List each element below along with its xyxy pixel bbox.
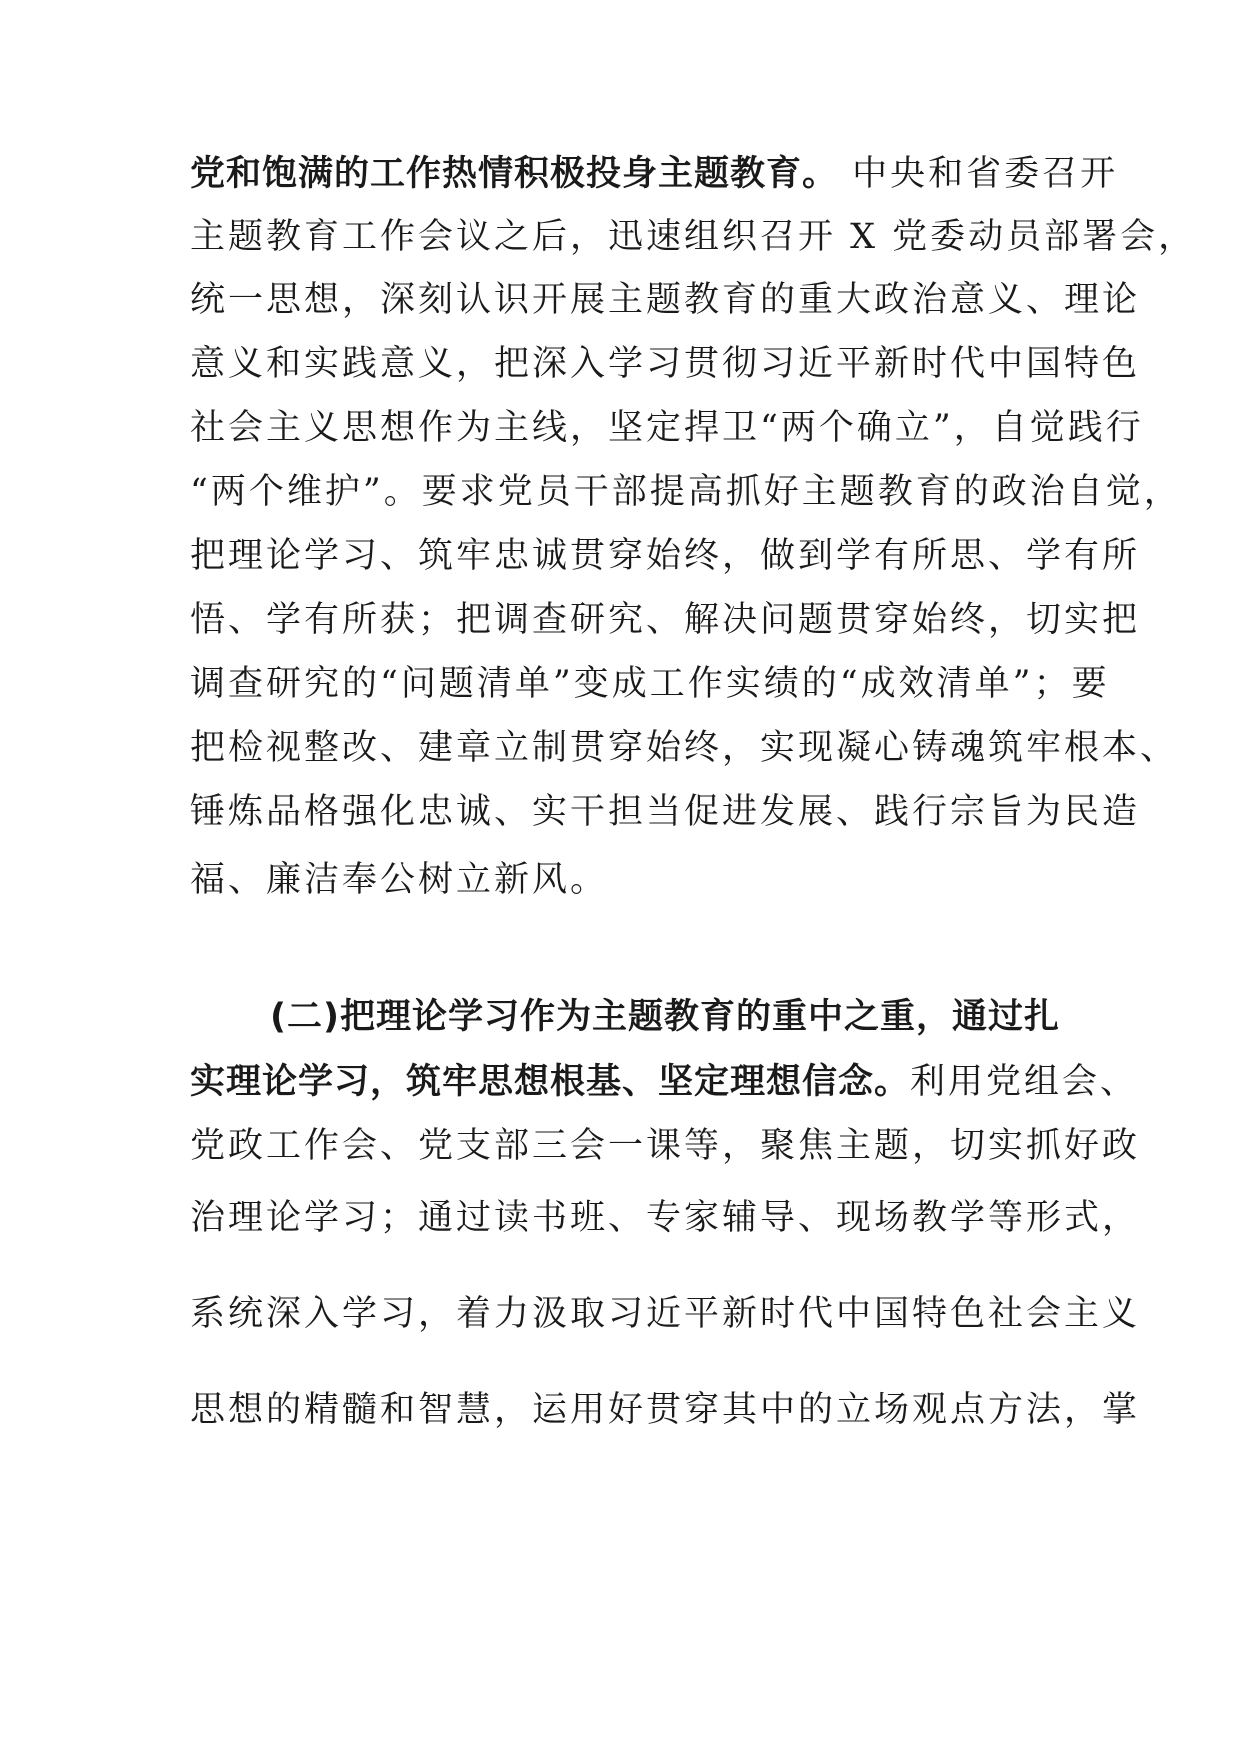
p1-line-1-rest: 中央和省委召开: [838, 154, 1119, 194]
p1-line-1: [190, 152, 1119, 196]
p2-heading-line-1: (二)把理论学习作为主题教育的重中之重，通过扎: [270, 997, 1060, 1037]
p2-line-6: 思想的精髓和智慧，运用好贯穿其中的立场观点方法，掌: [190, 1390, 1141, 1430]
p1-bold-lead: 党和饱满的工作热情积极投身主题教育。: [190, 154, 839, 194]
p1-line-12: 福、廉洁奉公树立新风。: [190, 860, 609, 900]
p2-bold-lead: 实理论学习，筑牢思想根基、坚定理想信念。: [190, 1062, 911, 1102]
p2-line-2: [190, 1060, 1139, 1104]
p2-line-4: 治理论学习；通过读书班、专家辅导、现场教学等形式，: [190, 1198, 1141, 1238]
p1-line-2: 主题教育工作会议之后，迅速组织召开 X 党委动员部署会，: [190, 217, 1197, 257]
p1-line-10: 把检视整改、建章立制贯穿始终，实现凝心铸魂筑牢根本、: [190, 728, 1179, 768]
p1-line-7: 把理论学习、筑牢忠诚贯穿始终，做到学有所思、学有所: [190, 536, 1141, 576]
p1-line-9: 调查研究的“问题清单”变成工作实绩的“成效清单”；要: [190, 664, 1110, 704]
p1-line-4: 意义和实践意义，把深入学习贯彻习近平新时代中国特色: [190, 344, 1141, 384]
p1-line-6: “两个维护”。要求党员干部提高抓好主题教育的政治自觉，: [190, 472, 1182, 512]
p2-line-3: 党政工作会、党支部三会一课等，聚焦主题，切实抓好政: [190, 1126, 1141, 1166]
p2-line-2-rest: 利用党组会、: [910, 1062, 1139, 1102]
p2-line-5: 系统深入学习，着力汲取习近平新时代中国特色社会主义: [190, 1294, 1141, 1334]
p1-line-11: 锤炼品格强化忠诚、实干担当促进发展、践行宗旨为民造: [190, 792, 1141, 832]
p1-line-5: 社会主义思想作为主线，坚定捍卫“两个确立”，自觉践行: [190, 408, 1144, 448]
p1-line-3: 统一思想，深刻认识开展主题教育的重大政治意义、理论: [190, 280, 1141, 320]
p1-line-8: 悟、学有所获；把调查研究、解决问题贯穿始终，切实把: [190, 600, 1141, 640]
